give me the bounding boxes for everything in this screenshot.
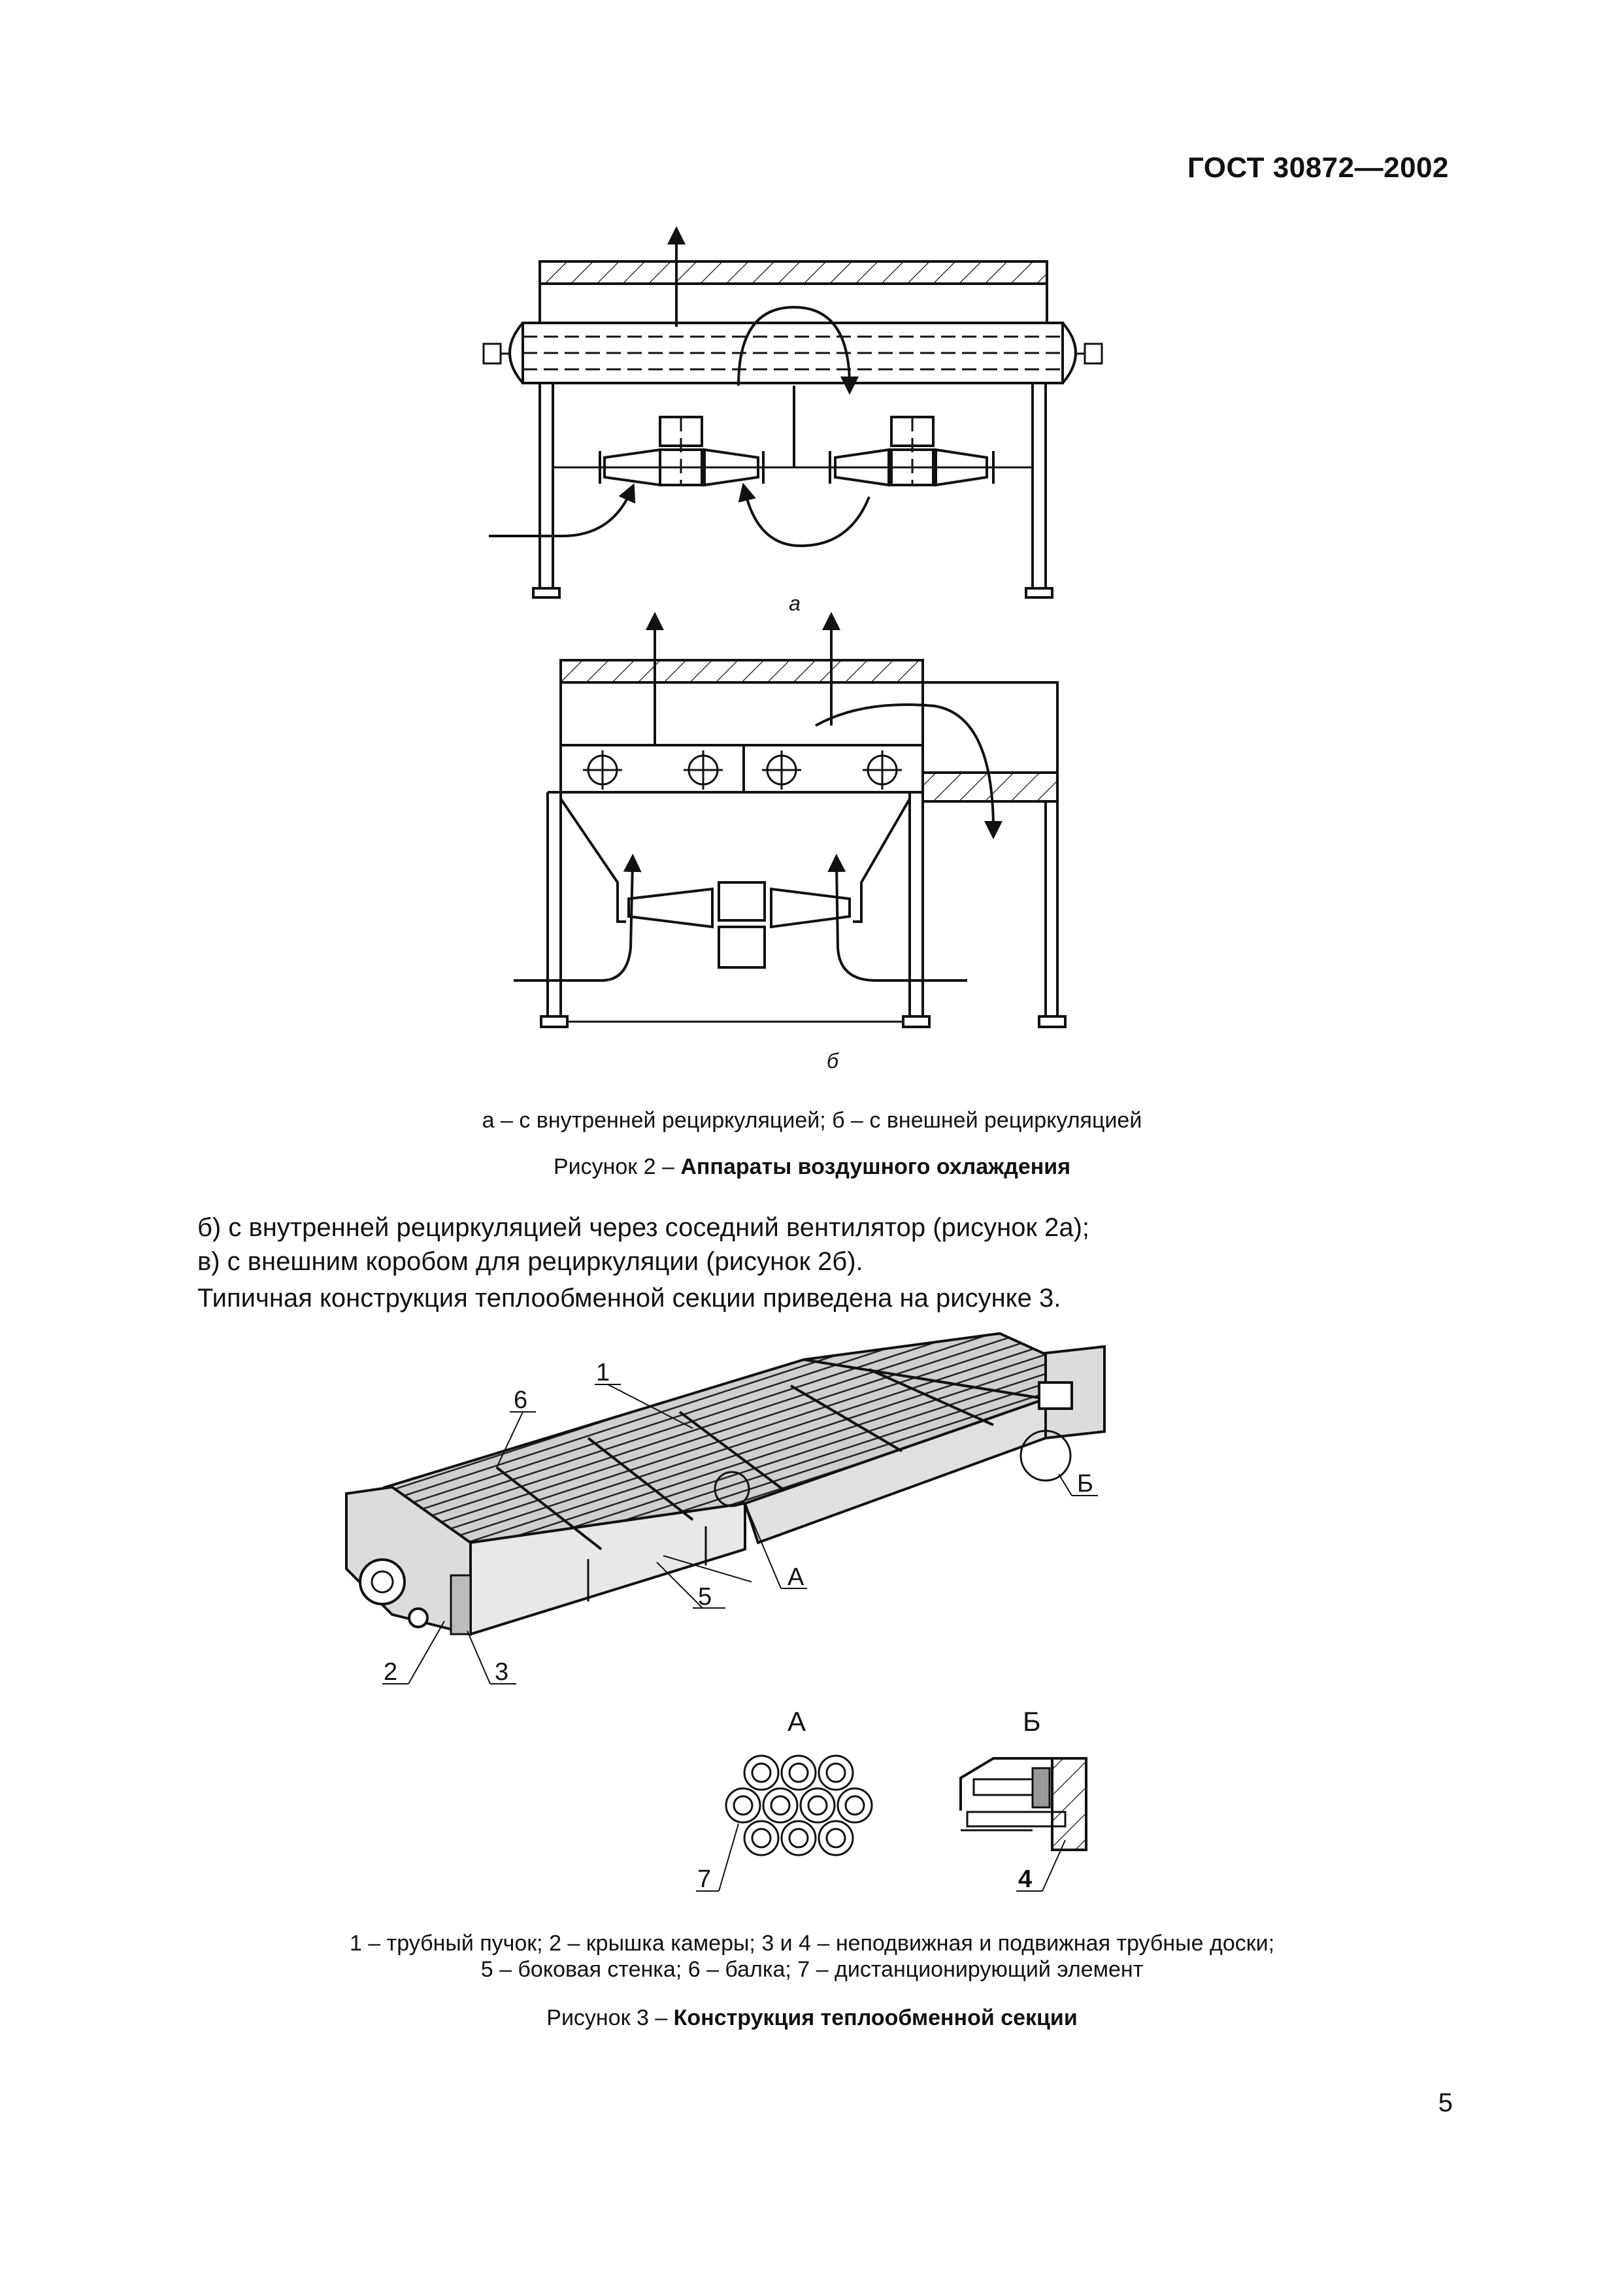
figure-2a-label: а	[789, 592, 801, 615]
detail-a-title: А	[787, 1706, 806, 1737]
callout-7: 7	[697, 1866, 712, 1893]
figure-3-caption-prefix: Рисунок 3 –	[546, 2005, 674, 2030]
callout-1: 1	[596, 1359, 610, 1386]
callout-3: 3	[495, 1658, 509, 1686]
figure-2b-label: б	[827, 1049, 838, 1073]
page-number: 5	[1438, 2088, 1453, 2117]
figure-3-caption-title: Конструкция теплообменной секции	[673, 2005, 1078, 2030]
figure-3-legend-line-2: 5 – боковая стенка; 6 – балка; 7 – дистанционирующий элемент	[480, 1957, 1144, 1982]
callout-B: Б	[1077, 1470, 1093, 1498]
callout-4: 4	[1018, 1866, 1033, 1893]
callout-5: 5	[698, 1583, 712, 1611]
body-line-2: в) с внешним коробом для рециркуляции (рисунок 2б).	[197, 1247, 863, 1276]
callout-A: А	[787, 1564, 804, 1591]
callout-2: 2	[384, 1658, 398, 1686]
figure-3-legend-line-1: 1 – трубный пучок; 2 – крышка камеры; 3 и 4 – неподвижная и подвижная трубные доски;	[349, 1931, 1275, 1956]
body-line-1: б) с внутренней рециркуляцией через соседний вентилятор (рисунок 2а);	[197, 1213, 1090, 1242]
figure-2-caption-prefix: Рисунок 2 –	[553, 1154, 681, 1179]
detail-b-title: Б	[1023, 1706, 1041, 1737]
callout-6: 6	[514, 1386, 528, 1414]
figure-2-caption-title: Аппараты воздушного охлаждения	[680, 1154, 1071, 1179]
figure-3-caption	[0, 2005, 1624, 2031]
document-header: ГОСТ 30872—2002	[1187, 152, 1449, 184]
figure-2-legend: а – с внутренней рециркуляцией; б – с внешней рециркуляцией	[482, 1108, 1142, 1133]
body-line-3: Типичная конструкция теплообменной секции приведена на рисунке 3.	[197, 1284, 1061, 1313]
